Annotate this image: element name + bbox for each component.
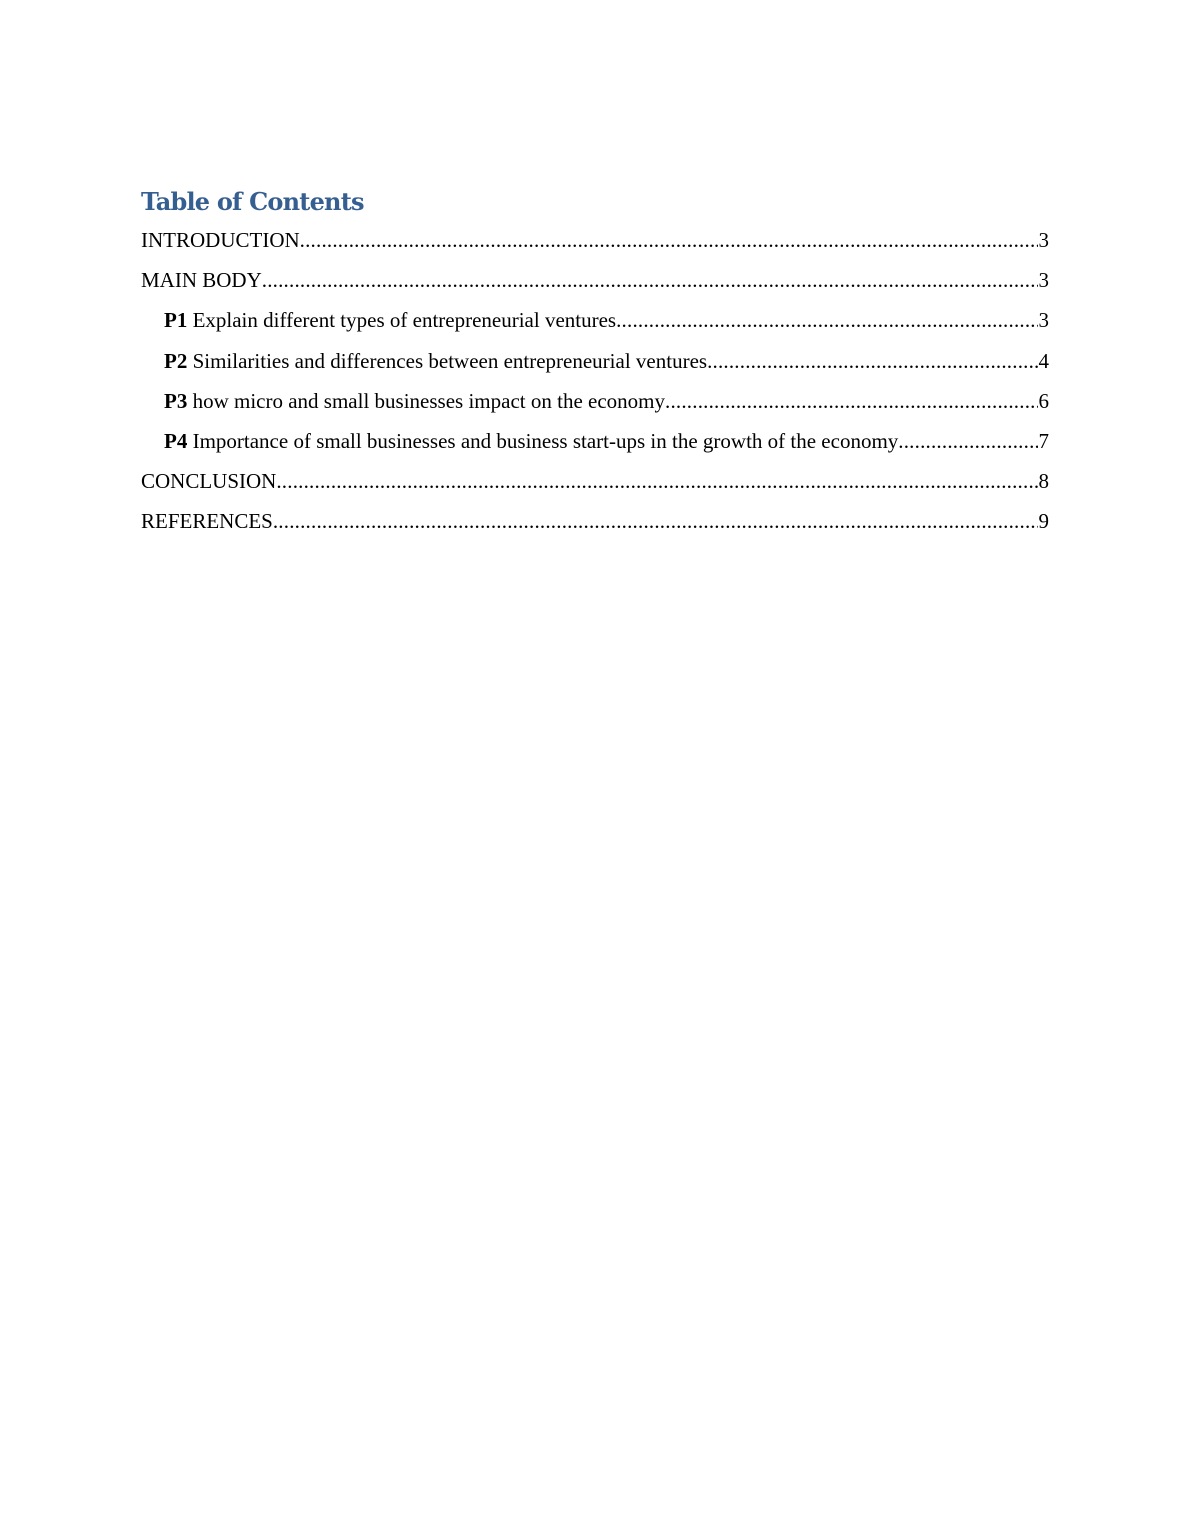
toc-entry-label [164, 302, 616, 338]
toc-title: Table of Contents [141, 187, 364, 216]
toc-dot-leader [262, 262, 1038, 298]
toc-entry-label [141, 503, 273, 539]
table-of-contents [141, 184, 1049, 544]
toc-entry-text: CONCLUSION [141, 469, 277, 494]
toc-entry-label [141, 463, 276, 499]
toc-entry-p4[interactable] [141, 423, 1049, 463]
toc-page-number: 4 [1038, 348, 1049, 373]
toc-entry-p3[interactable] [141, 383, 1049, 423]
toc-entry-main-body[interactable] [141, 262, 1049, 302]
toc-entry-label [141, 262, 262, 298]
toc-entry-label [141, 222, 300, 258]
toc-entries [141, 222, 1049, 544]
toc-entry-text: INTRODUCTION [141, 228, 300, 252]
toc-entry-text: REFERENCES [141, 509, 273, 534]
toc-entry-label [164, 343, 707, 379]
toc-entry-prefix: P4 [164, 428, 188, 453]
toc-entry-prefix: P1 [164, 308, 188, 333]
toc-entry-text: Importance of small businesses and business start-ups in the growth of the economy [187, 428, 899, 453]
toc-entry-prefix: P2 [164, 348, 188, 373]
toc-dot-leader [898, 423, 1037, 459]
toc-entry-label [164, 383, 665, 419]
toc-page-number: 3 [1038, 228, 1049, 252]
toc-entry-prefix: P3 [164, 388, 188, 413]
toc-dot-leader [273, 503, 1038, 539]
toc-entry-references[interactable] [141, 503, 1049, 543]
toc-entry-text: how micro and small businesses impact on the economy [187, 388, 665, 413]
toc-entry-p2[interactable] [141, 343, 1049, 383]
toc-dot-leader [276, 463, 1037, 499]
toc-entry-text: Explain different types of entrepreneurial ventures [187, 308, 617, 333]
toc-entry-text: MAIN BODY [141, 268, 262, 293]
toc-dot-leader [665, 383, 1038, 419]
toc-page-number: 9 [1038, 509, 1049, 534]
toc-entry-label [164, 423, 898, 459]
toc-page-number: 7 [1038, 428, 1049, 453]
toc-dot-leader [616, 302, 1037, 338]
toc-page-number: 8 [1038, 469, 1049, 494]
toc-dot-leader [300, 222, 1038, 258]
toc-page-number: 3 [1038, 308, 1049, 333]
toc-entry-conclusion[interactable] [141, 463, 1049, 503]
toc-entry-text: Similarities and differences between entrepreneurial ventures [187, 348, 708, 373]
toc-entry-introduction[interactable] [141, 222, 1049, 262]
toc-entry-p1[interactable] [141, 302, 1049, 342]
toc-dot-leader [707, 343, 1037, 379]
toc-page-number: 3 [1038, 268, 1049, 293]
toc-page-number: 6 [1038, 388, 1049, 413]
